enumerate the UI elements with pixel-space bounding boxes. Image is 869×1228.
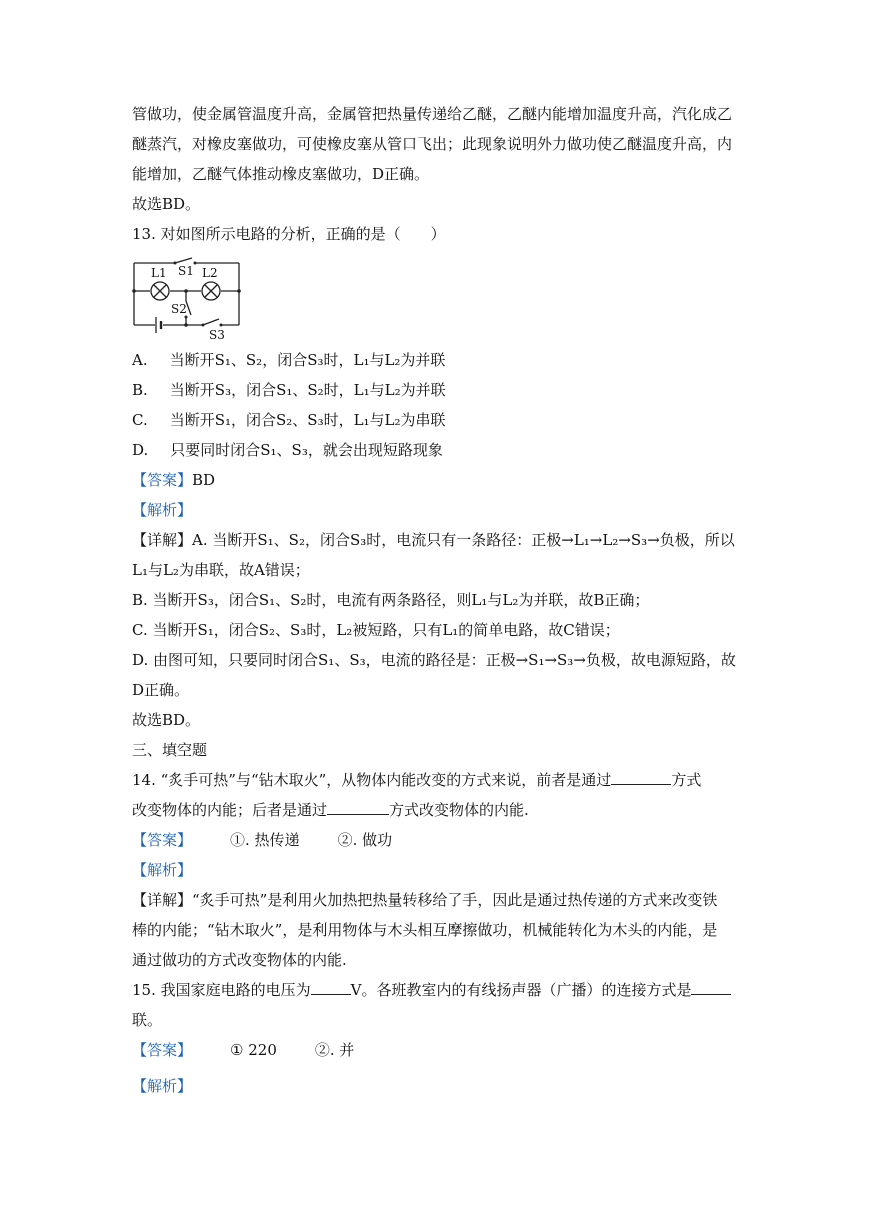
switch-s1-blade [175,258,192,263]
label-s2: S2 [171,302,187,316]
q13-detail-line: L₁与L₂为串联，故A错误； [132,561,310,579]
q15-stem: 15. 我国家庭电路的电压为 V。各班教室内的有线扬声器（广播）的连接方式是 [132,980,731,1000]
fill-blank[interactable] [611,770,671,785]
section-heading: 三、填空题 [132,741,208,759]
q15-stem-line2: 联。 [132,1011,163,1029]
q13-answer: 【答案】BD [132,471,216,489]
q13-detail-line: D正确。 [132,681,190,699]
prev-conclusion: 故选BD。 [132,195,201,213]
prev-explanation-line: 能增加，乙醚气体推动橡皮塞做功，D正确。 [132,165,430,183]
fill-blank[interactable] [691,980,731,995]
circuit-diagram [129,255,244,340]
q14-detail-line: 【详解】“炙手可热”是利用火加热把热量转移给了手，因此是通过热传递的方式来改变铁 [132,891,718,909]
q15-analysis-tag: 【解析】 [132,1077,193,1095]
q13-conclusion: 故选BD。 [132,711,201,729]
q14-answer: 【答案】 ①. 热传递 ②. 做功 [132,831,393,849]
q13-detail-line: B. 当断开S₃，闭合S₁、S₂时，电流有两条路径，则L₁与L₂为并联，故B正确； [132,591,650,609]
fill-blank[interactable] [311,980,351,995]
q14-stem-line2: 改变物体的内能；后者是通过 方式改变物体的内能. [132,801,529,819]
q14-detail-line: 通过做功的方式改变物体的内能. [132,951,347,969]
q13-detail-line: C. 当断开S₁，闭合S₂、S₃时，L₂被短路，只有L₁的简单电路，故C错误； [132,621,620,639]
option-a: A. 当断开S₁、S₂，闭合S₃时，L₁与L₂为并联 [132,351,446,369]
switch-s3-blade [203,319,219,325]
q14-stem: 14. “炙手可热”与“钻木取火”，从物体内能改变的方式来说，前者是通过 方式 [132,771,702,789]
q13-detail-line: D. 由图可知，只要同时闭合S₁、S₃，电流的路径是：正极→S₁→S₃→负极，故电源短路，故 [132,651,736,669]
q14-detail-line: 棒的内能；“钻木取火”，是利用物体与木头相互摩擦做功，机械能转化为木头的内能，是 [132,921,718,939]
prev-explanation-line: 醚蒸汽，对橡皮塞做功，可使橡皮塞从管口飞出；此现象说明外力做功使乙醚温度升高，内 [132,135,733,153]
q14-analysis-tag: 【解析】 [132,861,193,879]
fill-blank[interactable] [327,800,389,815]
option-b: B. 当断开S₃，闭合S₁、S₂时，L₁与L₂为并联 [132,381,446,399]
label-l2: L2 [202,266,218,280]
q13-stem: 13. 对如图所示电路的分析，正确的是（ ） [132,225,446,243]
option-c: C. 当断开S₁，闭合S₂、S₃时，L₁与L₂为串联 [132,411,446,429]
q13-detail-line: 【详解】A. 当断开S₁、S₂，闭合S₃时，电流只有一条路径：正极→L₁→L₂→S₃→负极，所以 [132,531,735,549]
option-d: D. 只要同时闭合S₁、S₃，就会出现短路现象 [132,441,443,459]
label-s3: S3 [209,328,225,340]
q15-answer: 【答案】 ① 220 ②. 并 [132,1041,355,1059]
q13-analysis-tag: 【解析】 [132,501,193,519]
label-l1: L1 [151,266,167,280]
prev-explanation-line: 管做功，使金属管温度升高，金属管把热量传递给乙醚，乙醚内能增加温度升高，汽化成乙 [132,105,733,123]
label-s1: S1 [178,264,194,278]
